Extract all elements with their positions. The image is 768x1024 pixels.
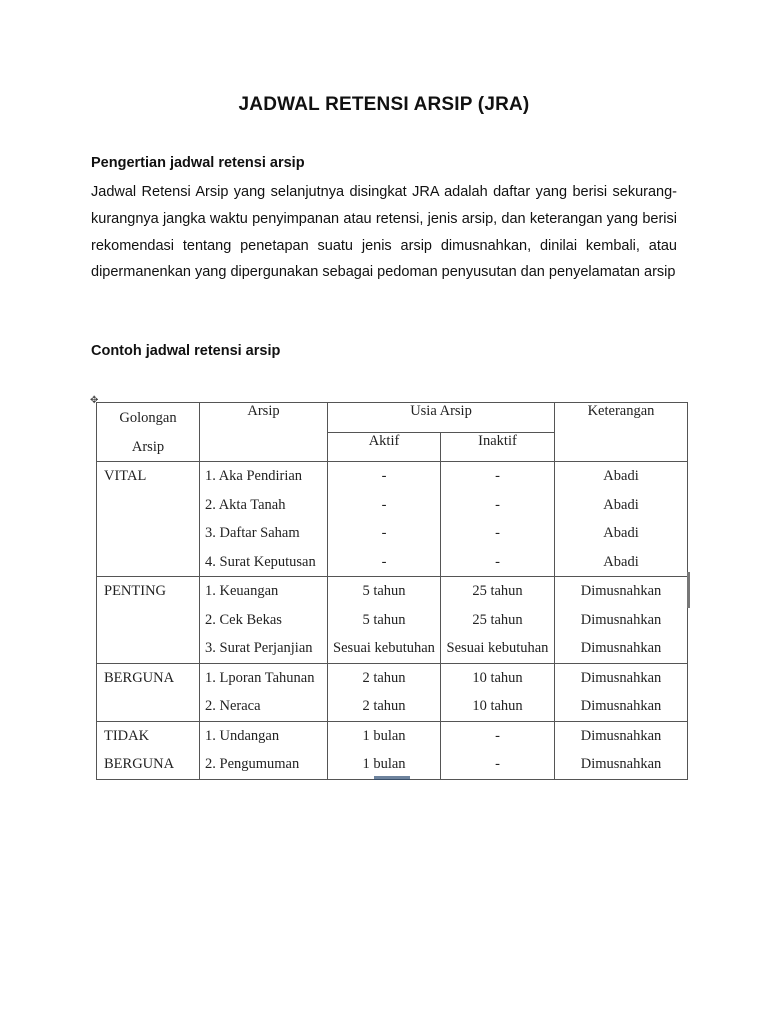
aktif-cell-line: 2 tahun	[362, 698, 406, 714]
aktif-cell	[328, 462, 441, 577]
inaktif-cell-line: -	[495, 727, 500, 744]
golongan-cell-line: PENTING	[104, 583, 167, 599]
aktif-cell-line: 5 tahun	[362, 611, 406, 628]
keterangan-cell-line: Dimusnahkan	[580, 611, 662, 628]
section-heading-definition: Pengertian jadwal retensi arsip	[91, 155, 305, 171]
keterangan-cell-line: Dimusnahkan	[580, 756, 662, 772]
aktif-cell-line: 2 tahun	[362, 669, 406, 686]
golongan-cell-line: VITAL	[104, 468, 147, 484]
golongan-cell-line: TIDAK	[104, 727, 150, 744]
arsip-cell-line: 1. Aka Pendirian	[205, 468, 303, 484]
inaktif-cell-line: -	[495, 525, 500, 541]
header-golongan-line1: Golongan	[119, 410, 177, 426]
keterangan-cell	[555, 577, 688, 664]
arsip-cell-line: 2. Akta Tanah	[205, 496, 286, 513]
section-heading-example: Contoh jadwal retensi arsip	[91, 343, 281, 359]
golongan-cell	[97, 663, 200, 721]
arsip-cell-line: 2. Neraca	[205, 698, 261, 714]
aktif-cell-line: -	[381, 525, 387, 541]
header-keterangan: Keterangan	[555, 403, 688, 462]
aktif-cell	[328, 663, 441, 721]
inaktif-cell-line: 10 tahun	[472, 698, 523, 714]
inaktif-cell-line: -	[495, 553, 500, 570]
golongan-cell-line: BERGUNA	[104, 669, 175, 686]
table-resize-handle[interactable]	[687, 572, 690, 608]
keterangan-cell-line: Dimusnahkan	[580, 640, 662, 656]
header-golongan	[97, 403, 200, 462]
aktif-cell	[328, 721, 441, 779]
keterangan-cell-line: Dimusnahkan	[580, 698, 662, 714]
golongan-cell	[97, 462, 200, 577]
inaktif-cell-line: Sesuai kebutuhan	[446, 640, 549, 656]
arsip-cell-line: 2. Pengumuman	[205, 756, 300, 772]
arsip-cell-line: 3. Surat Perjanjian	[205, 640, 313, 656]
inaktif-cell-line: -	[495, 756, 500, 772]
arsip-cell	[200, 663, 328, 721]
inaktif-cell	[441, 721, 555, 779]
move-handle-icon[interactable]: ✥	[90, 395, 99, 406]
keterangan-cell-line: Dimusnahkan	[580, 583, 662, 599]
aktif-cell-line: -	[381, 553, 387, 570]
table-row	[97, 577, 688, 664]
arsip-cell	[200, 577, 328, 664]
keterangan-cell	[555, 462, 688, 577]
arsip-cell-line: 1. Undangan	[205, 727, 280, 744]
inaktif-cell	[441, 663, 555, 721]
keterangan-cell-line: Abadi	[603, 553, 639, 570]
inaktif-cell-line: -	[495, 496, 500, 513]
aktif-cell-line: -	[381, 468, 387, 484]
definition-paragraph: Jadwal Retensi Arsip yang selanjutnya disingkat JRA adalah daftar yang berisi sekurang-kurangnya jangka waktu penyimpanan atau retensi, jenis arsip, dan keterangan yang berisi rekomendasi tentang penetapan suatu jenis arsip dimusnahkan, dinilai kembali, atau dipermanenkan yang dipergunakan sebagai pedoman penyusutan dan penyelamatan arsip	[91, 184, 677, 281]
table-row	[97, 721, 688, 779]
arsip-cell-line: 1. Lporan Tahunan	[205, 669, 315, 686]
aktif-cell-line: 5 tahun	[362, 583, 406, 599]
keterangan-cell-line: Abadi	[603, 496, 639, 513]
inaktif-cell	[441, 462, 555, 577]
inaktif-cell	[441, 577, 555, 664]
aktif-cell-line: -	[381, 496, 387, 513]
arsip-cell	[200, 721, 328, 779]
retention-table	[96, 402, 688, 780]
inaktif-cell-line: 10 tahun	[472, 669, 523, 686]
keterangan-cell-line: Abadi	[603, 525, 639, 541]
header-inaktif: Inaktif	[441, 432, 555, 462]
golongan-cell-line: BERGUNA	[104, 756, 175, 772]
header-aktif: Aktif	[328, 432, 441, 462]
inaktif-cell-line: 25 tahun	[472, 611, 523, 628]
inaktif-cell-line: -	[495, 468, 500, 484]
keterangan-cell	[555, 721, 688, 779]
inaktif-cell-line: 25 tahun	[472, 583, 523, 599]
keterangan-cell-line: Dimusnahkan	[580, 727, 662, 744]
arsip-cell-line: 3. Daftar Saham	[205, 525, 300, 541]
aktif-cell-line: Sesuai kebutuhan	[333, 640, 435, 656]
header-arsip: Arsip	[200, 403, 328, 462]
golongan-cell	[97, 577, 200, 664]
arsip-cell-line: 4. Surat Keputusan	[205, 553, 316, 570]
arsip-cell-line: 1. Keuangan	[205, 583, 279, 599]
header-golongan-line2: Arsip	[131, 439, 165, 455]
table-row	[97, 663, 688, 721]
aktif-cell	[328, 577, 441, 664]
retention-table-container	[96, 402, 688, 780]
table-body	[97, 462, 688, 780]
keterangan-cell-line: Dimusnahkan	[580, 669, 662, 686]
keterangan-cell	[555, 663, 688, 721]
selection-marker	[374, 776, 410, 780]
keterangan-cell-line: Abadi	[603, 468, 639, 484]
aktif-cell-line: 1 bulan	[362, 727, 406, 744]
document-title: JADWAL RETENSI ARSIP (JRA)	[238, 94, 530, 115]
header-usia-arsip: Usia Arsip	[328, 403, 555, 433]
arsip-cell-line: 2. Cek Bekas	[205, 611, 282, 628]
golongan-cell	[97, 721, 200, 779]
arsip-cell	[200, 462, 328, 577]
aktif-cell-line: 1 bulan	[362, 756, 406, 772]
table-row	[97, 462, 688, 577]
